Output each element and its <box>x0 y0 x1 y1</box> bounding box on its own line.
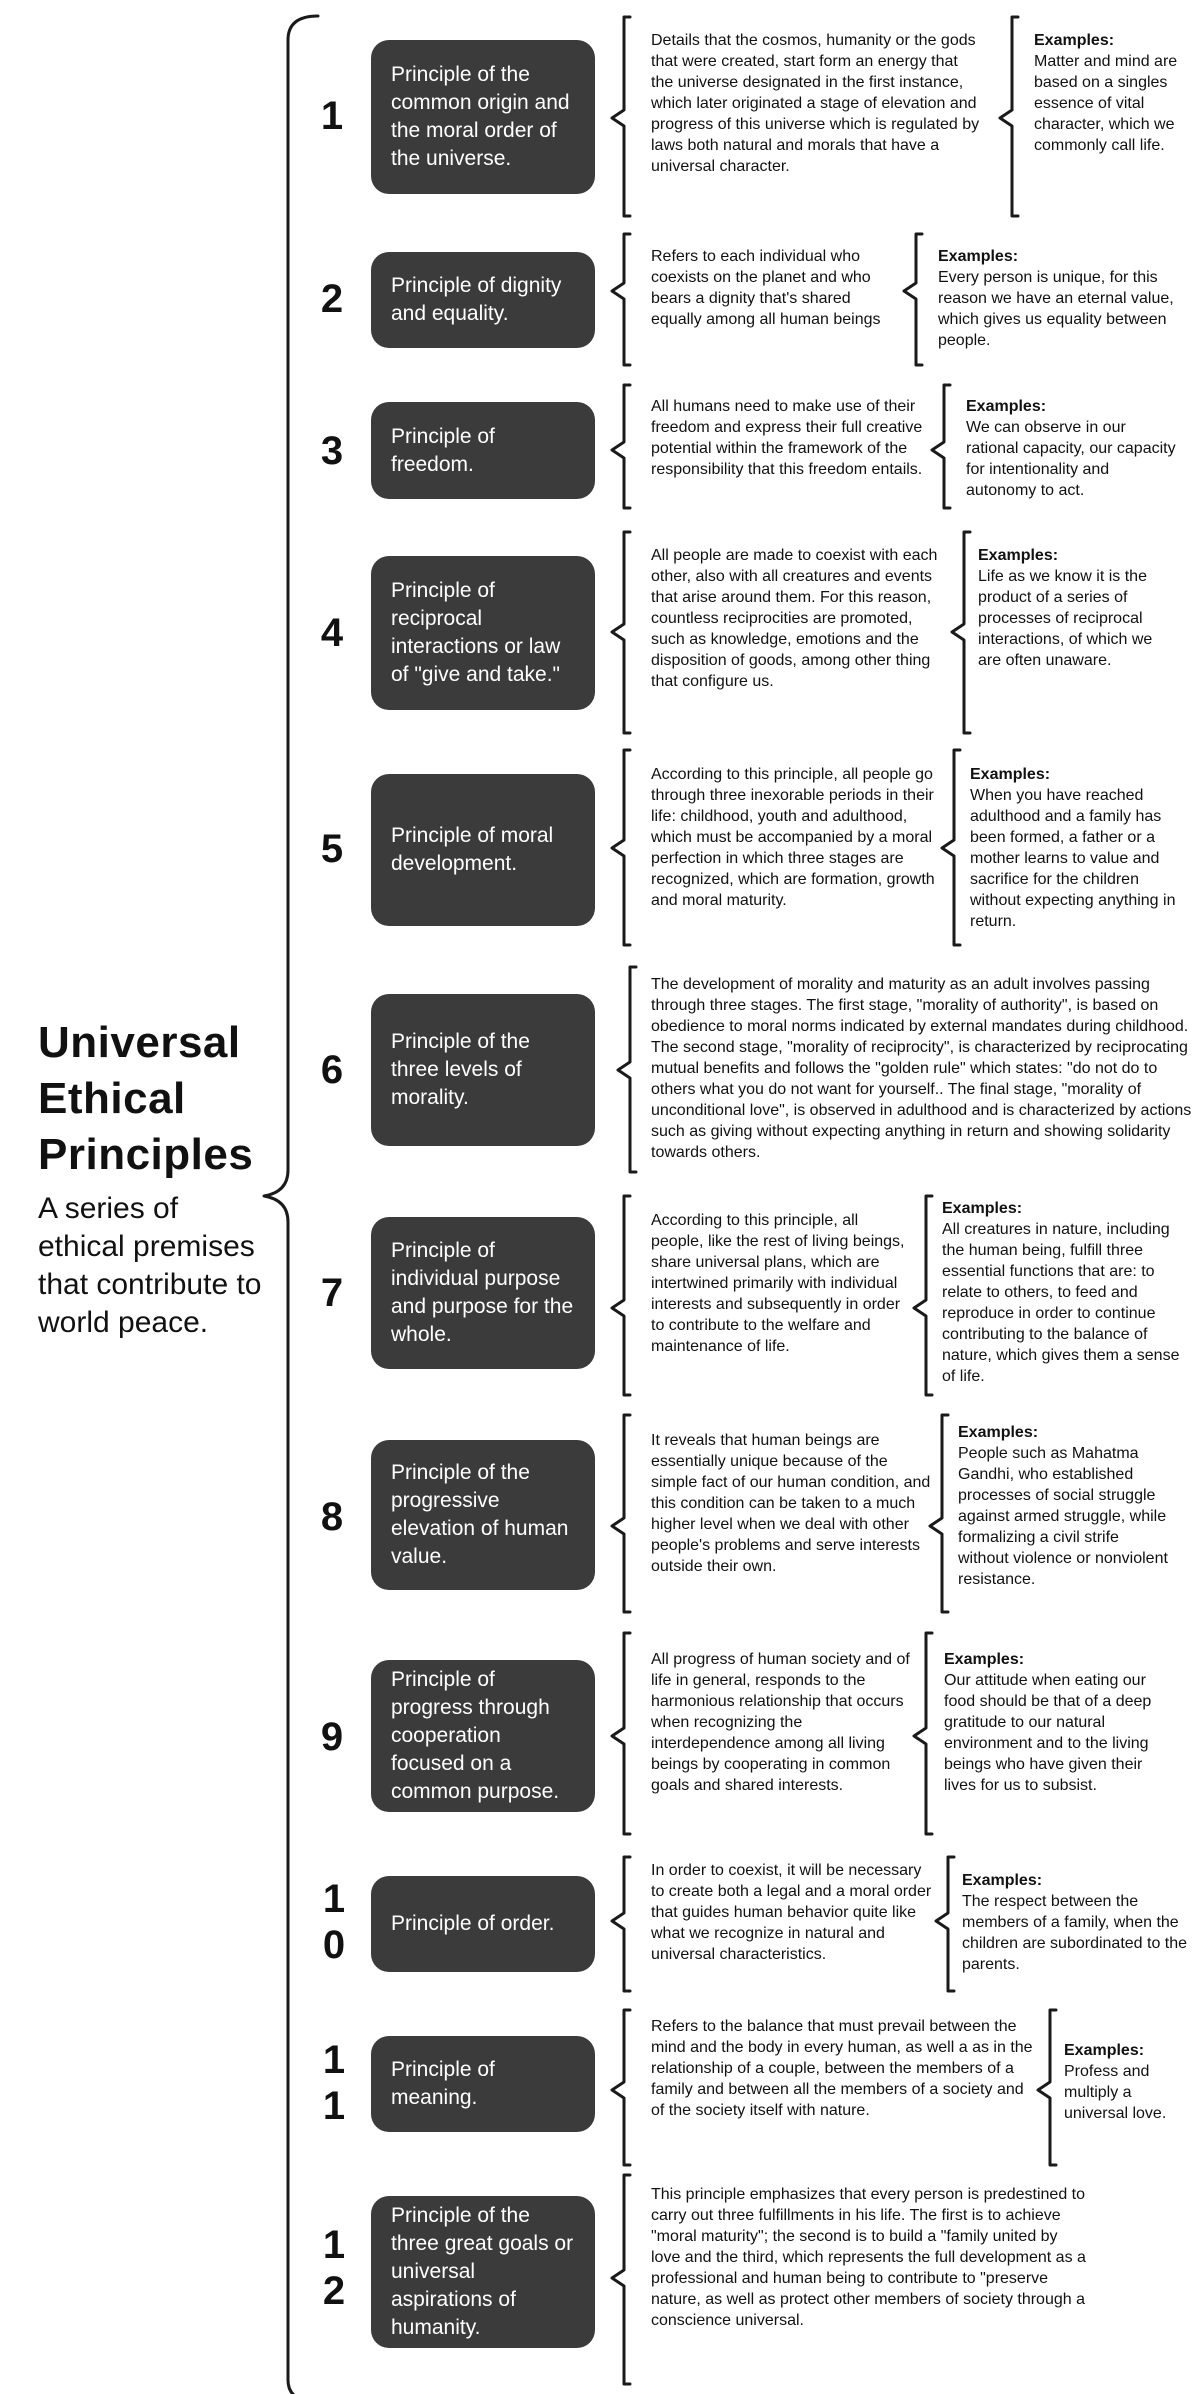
principle-name: Principle of the progressive elevation of human value. <box>391 1461 569 1568</box>
principle-examples <box>938 246 1178 351</box>
ex-bracket-11 <box>1038 2010 1056 2165</box>
principle-name-box <box>371 556 595 710</box>
principle-name: Principle of the common origin and the moral order of the universe. <box>391 63 570 170</box>
principle-name-box <box>371 1217 595 1369</box>
principle-number: 3 <box>320 429 344 473</box>
examples-label: Examples: <box>970 766 1051 783</box>
principle-name-box <box>371 40 595 194</box>
principle-examples <box>962 1870 1194 1975</box>
principle-examples <box>970 764 1185 932</box>
desc-bracket-10 <box>612 1857 630 1991</box>
principle-description: Refers to the balance that must prevail between the mind and the body in every human, as well a as in the relationship of a couple, between the members of a family and between all the members of a society and of the society itself with nature. <box>651 2018 1033 2119</box>
examples-text: Life as we know it is the product of a series of processes of reciprocal interactions, of which we are often unaware. <box>978 568 1153 669</box>
desc-bracket-7 <box>612 1196 630 1395</box>
page-title: Universal Ethical Principles <box>38 1018 254 1179</box>
principle-description: All progress of human society and of life in general, responds to the harmonious relationship that occurs when recognizing the interdependence among all living beings by cooperating in common goals and shared interests. <box>651 1651 910 1794</box>
ex-bracket-10 <box>936 1857 954 1991</box>
principle-name-box <box>371 1876 595 1972</box>
desc-bracket-4 <box>612 532 630 733</box>
principle-number: 9 <box>320 1715 344 1759</box>
examples-label: Examples: <box>1064 2042 1145 2059</box>
principle-name-box <box>371 994 595 1146</box>
main-brace <box>264 16 318 2394</box>
principle-description: According to this principle, all people go through three inexorable periods in their life: childhood, youth and adulthood, which must be accompanied by a moral perfection in which three stages are recognized, which are formation, growth and moral maturity. <box>651 766 935 909</box>
ex-bracket-7 <box>914 1196 932 1395</box>
examples-text: All creatures in nature, including the human being, fulfill three essential functions that are: to relate to others, to feed and reproduce in order to continue contributing to the balance of nature, which gives them a sense of life. <box>942 1221 1180 1385</box>
principle-examples <box>942 1198 1187 1387</box>
principle-description: In order to coexist, it will be necessary to create both a legal and a moral order that guides human behavior quite like what we recognize in natural and universal characteristics. <box>651 1862 932 1963</box>
principle-number: 8 <box>320 1495 344 1539</box>
principle-description: All humans need to make use of their freedom and express their full creative potential within the framework of the responsibility that this freedom entails. <box>651 398 923 478</box>
principle-number: 7 <box>320 1271 344 1315</box>
desc-bracket-12 <box>612 2175 630 2384</box>
examples-label: Examples: <box>944 1651 1025 1668</box>
principle-description: The development of morality and maturity as an adult involves passing through three stages. The first stage, "morality of authority", is based on obedience to moral norms indicated by external mandates during childhood. The second stage, "morality of reciprocity", is characterized by reciprocating mutual benefits and follows the "golden rule" which states: "do not do to others what you do not want for yourself.. The final stage, "morality of unconditional love", is observed in adulthood and is characterized by actions such as giving without expecting anything in return and showing solidarity towards others. <box>651 976 1192 1161</box>
examples-label: Examples: <box>1034 32 1115 49</box>
principle-name-box <box>371 1440 595 1590</box>
examples-text: We can observe in our rational capacity, our capacity for intentionality and autonomy to act. <box>966 419 1176 499</box>
principle-description: All people are made to coexist with each other, also with all creatures and events that arise around them. For this reason, countless reciprocities are promoted, such as knowledge, emotions and the disposition of goods, among other thing that configure us. <box>651 547 938 690</box>
examples-label: Examples: <box>958 1424 1039 1441</box>
ex-bracket-1 <box>1000 17 1018 216</box>
ex-bracket-8 <box>930 1415 948 1612</box>
principle-description: According to this principle, all people, like the rest of living beings, share universal plans, which are intertwined primarily with individual interests and subsequently in order to contribute to the welfare and maintenance of life. <box>651 1212 905 1355</box>
examples-label: Examples: <box>938 248 1019 265</box>
principle-number: 4 <box>320 611 344 655</box>
principle-name: Principle of order. <box>391 1912 555 1935</box>
principle-description: Refers to each individual who coexists on the planet and who bears a dignity that's shared equally among all human beings <box>651 248 881 328</box>
desc-bracket-6 <box>618 967 636 1172</box>
examples-text: People such as Mahatma Gandhi, who established processes of social struggle against armed struggle, while formalizing a civil strife without violence or nonviolent resistance. <box>958 1445 1168 1588</box>
principle-name: Principle of the three great goals or universal aspirations of humanity. <box>391 2204 574 2339</box>
principle-name-box <box>371 774 595 926</box>
principle-examples <box>966 396 1181 501</box>
page-subtitle: A series of ethical premises that contribute to world peace. <box>38 1192 262 1339</box>
principle-name: Principle of meaning. <box>391 2058 495 2109</box>
ex-bracket-2 <box>904 234 922 365</box>
principle-name-box <box>371 252 595 348</box>
principle-name-box <box>371 2196 595 2348</box>
desc-bracket-1 <box>612 17 630 216</box>
examples-text: Profess and multiply a universal love. <box>1064 2063 1167 2122</box>
principle-description: Details that the cosmos, humanity or the gods that were created, start form an energy that the universe designated in the first instance, which later originated a stage of elevation and progress of this universe which is regulated by laws both natural and morals that have a universal character. <box>651 32 980 175</box>
principle-name: Principle of the three levels of morality. <box>391 1030 530 1109</box>
desc-bracket-2 <box>612 234 630 365</box>
principle-name: Principle of dignity and equality. <box>391 274 562 325</box>
examples-label: Examples: <box>978 547 1059 564</box>
examples-text: Every person is unique, for this reason we have an eternal value, which gives us equality between people. <box>938 269 1174 349</box>
principle-number: 10 <box>322 1877 346 1967</box>
desc-bracket-3 <box>612 385 630 508</box>
principle-name: Principle of freedom. <box>391 424 495 476</box>
principle-name-box <box>371 402 595 499</box>
examples-text: Matter and mind are based on a singles essence of vital character, which we commonly call life. <box>1034 53 1178 154</box>
principle-description: It reveals that human beings are essentially unique because of the simple fact of our human condition, and this condition can be taken to a much higher level when we deal with other people's problems and serve interests outside their own. <box>651 1432 931 1575</box>
principle-number: 5 <box>320 827 344 871</box>
principle-name: Principle of moral development. <box>391 824 554 875</box>
principle-name: Principle of progress through cooperation focused on a common purpose. <box>391 1668 560 1803</box>
principle-examples <box>944 1649 1154 1796</box>
desc-bracket-8 <box>612 1415 630 1612</box>
examples-label: Examples: <box>966 398 1047 415</box>
principle-number: 6 <box>320 1048 344 1092</box>
examples-label: Examples: <box>942 1200 1023 1217</box>
examples-label: Examples: <box>962 1872 1043 1889</box>
principle-examples <box>978 545 1158 671</box>
desc-bracket-5 <box>612 750 630 945</box>
principle-examples <box>958 1422 1168 1590</box>
principle-number: 11 <box>322 2038 346 2128</box>
principle-examples <box>1064 2040 1189 2124</box>
ex-bracket-4 <box>952 532 970 733</box>
principle-name: Principle of reciprocal interactions or law of "give and take." <box>391 579 561 686</box>
principle-description: This principle emphasizes that every person is predestined to carry out three fulfillments in his life. The first is to achieve "moral maturity"; the second is to build a "family united by love and the third, which represents the full development as a professional and human being to contribute to "preserve nature, as well as protect other members of society through a conscience universal. <box>651 2186 1086 2329</box>
principle-examples <box>1034 30 1184 156</box>
principle-name-box <box>371 2036 595 2132</box>
principle-number: 1 <box>320 94 344 138</box>
principle-number: 12 <box>322 2223 346 2313</box>
principle-name: Principle of individual purpose and purpose for the whole. <box>391 1239 574 1346</box>
examples-text: The respect between the members of a family, when the children are subordinated to the parents. <box>962 1893 1188 1973</box>
principle-number: 2 <box>320 277 344 321</box>
desc-bracket-11 <box>612 2010 630 2165</box>
principle-name-box <box>371 1660 595 1812</box>
examples-text: Our attitude when eating our food should be that of a deep gratitude to our natural environment and to the living beings who have given their lives for us to subsist. <box>944 1672 1152 1794</box>
examples-text: When you have reached adulthood and a family has been formed, a father or a mother learns to value and sacrifice for the children without expecting anything in return. <box>970 787 1176 930</box>
desc-bracket-9 <box>612 1633 630 1834</box>
